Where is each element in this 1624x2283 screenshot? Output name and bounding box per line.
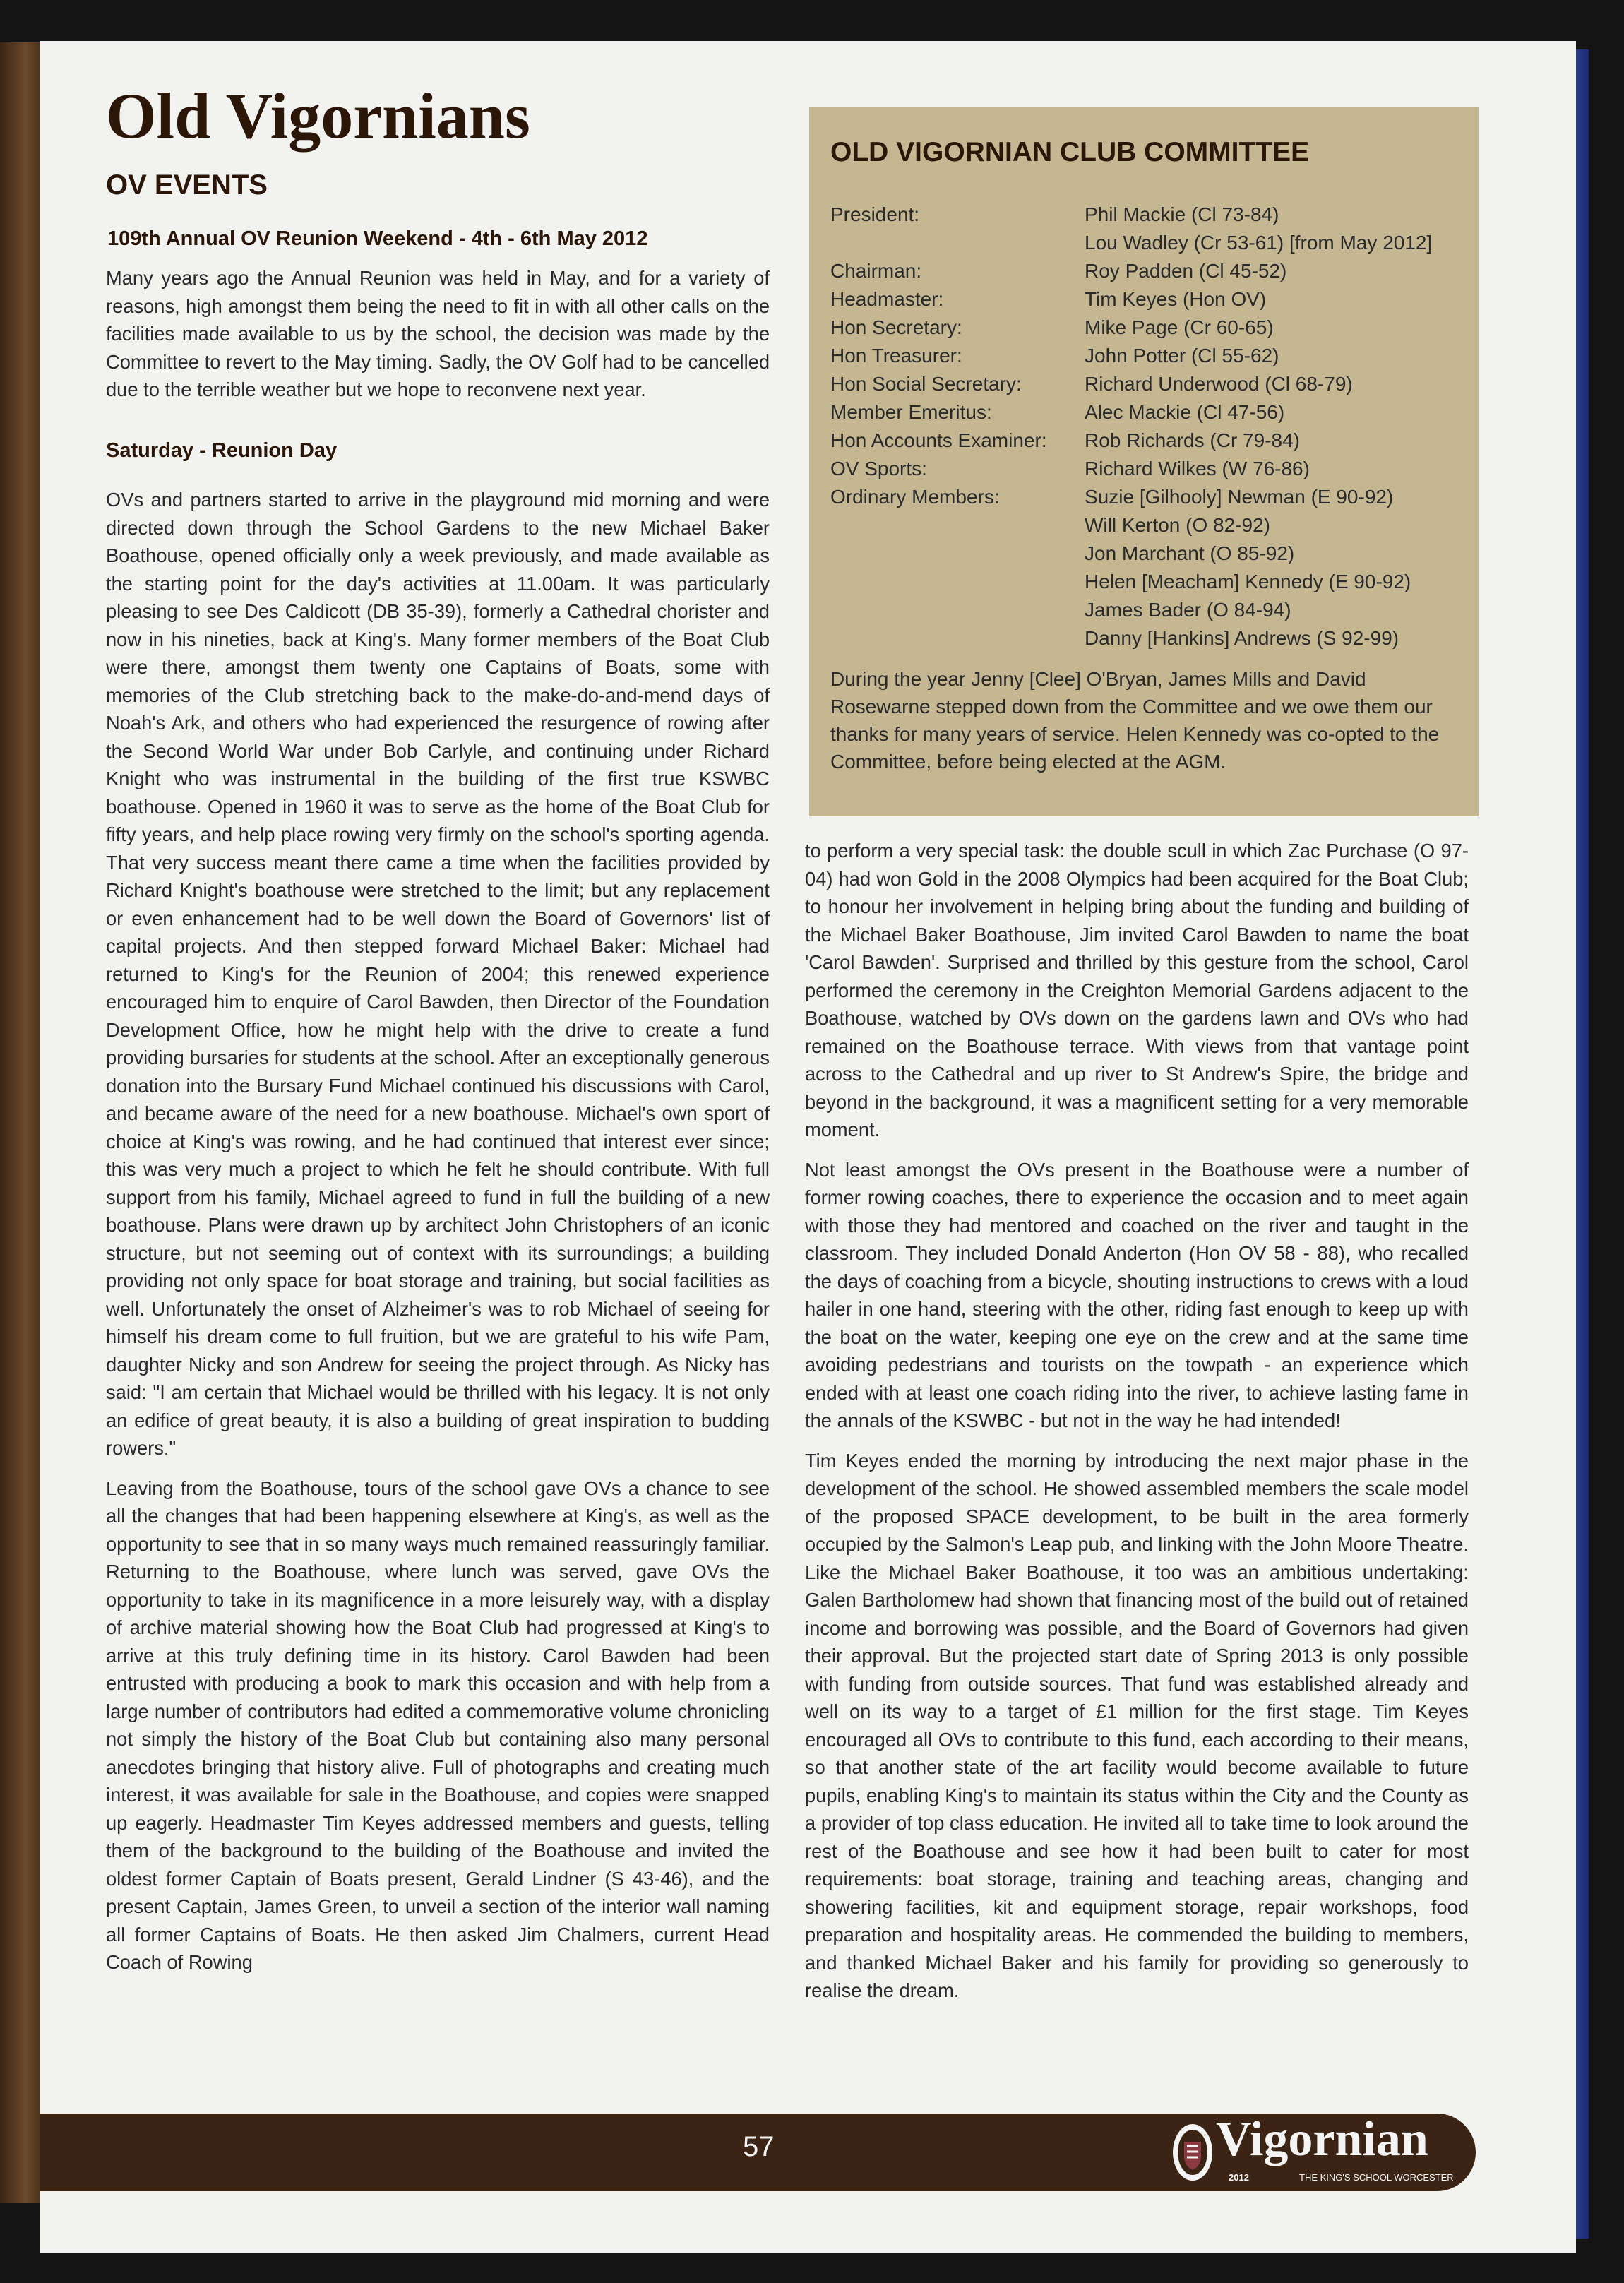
committee-member: Suzie [Gilhooly] Newman (E 90-92) [1085, 486, 1394, 508]
committee-note: During the year Jenny [Clee] O'Bryan, James Mills and David Rosewarne stepped down from the Committee and we owe them our thanks for many years of service. Helen Kennedy was co-opted to the Committee, before being elected at the AGM. [830, 668, 1440, 773]
body-paragraph: Leaving from the Boathouse, tours of the school gave OVs a chance to see all the changes that had been happening elsewhere at King's, as well as the opportunity to see that in so many ways much remained reassuringly familiar. Returning to the Boathouse, where lunch was served, gave OVs the opportunity to take in its magnificence in a more leisurely way, with a display of archive material showing how the Boat Club had progressed at King's to arrive at this truly defining time in its history. Carol Bawden had been entrusted with producing a book to mark this occasion and with help from a large number of contributors had edited a commemorative volume chronicling not simply the history of the Boat Club but containing also many personal anecdotes bringing that history alive. Full of photographs and creating much interest, it was available for sale in the Boathouse, and copies were snapped up eagerly. Headmaster Tim Keyes addressed members and guests, telling them of the background to the building of the Boathouse and invited the oldest former Captain of Boats present, Gerald Lindner (S 43-46), and the present Captain, James Green, to unveil a section of the interior wall naming all former Captains of Boats. He then asked Jim Chalmers, current Head Coach of Rowing [106, 1477, 770, 1973]
body-paragraph: Tim Keyes ended the morning by introducing the next major phase in the development of the school. He showed assembled members the scale model of the proposed SPACE development, to be built in the area formerly occupied by the Salmon's Leap pub, and linking with the John Moore Theatre. Like the Michael Baker Boathouse, it too was an ambitious undertaking: Galen Bartholomew had shown that financing most of the build out of retained income and borrowing was possible, and the Board of Governors had given their approval. But the projected start date of Spring 2013 is only possible with funding from outside sources. That fund was established already and well on its way to a target of £1 million for the first stage. Tim Keyes encouraged all OVs to contribute to this fund, each according to their means, so that another state of the art facility would become available to future pupils, enabling King's to maintain its status within the City and the County as a provider of top class education. He invited all to take time to look around the rest of the Boathouse and see how it had been built to cater for most requirements: boat storage, training and teaching areas, changing and showering facilities, kit and equipment storage, repair workshops, food preparation and hospitality areas. He commended the building to members, and thanked Michael Baker and his family for providing so generously to realise the dream. [805, 1449, 1469, 2001]
committee-member: Helen [Meacham] Kennedy (E 90-92) [1085, 571, 1411, 592]
committee-role: Ordinary Members: [830, 486, 1000, 508]
logo-school-name: THE KING'S SCHOOL WORCESTER [1299, 2172, 1454, 2183]
body-paragraph: Not least amongst the OVs present in the Boathouse were a number of former rowing coaches, there to experience the occasion and to meet again with those they had mentored and coached on the river and taught in the classroom. They included Donald Anderton (Hon OV 58 - 88), who recalled the days of coaching from a bicycle, shouting instructions to crews with a loud hailer in one hand, steering with the other, riding fast enough to keep up with the boat on the water, keeping one eye on the crew and at the same time avoiding pedestrians and tourists on the towpath - an experience which ended with at least one coach riding into the river, to achieve lasting fame in the annals of the KSWBC - but not in the way he had intended! [805, 1158, 1469, 1431]
committee-member: Tim Keyes (Hon OV) [1085, 288, 1267, 310]
committee-heading: OLD VIGORNIAN CLUB COMMITTEE [830, 137, 1310, 167]
article-subheading: 109th Annual OV Reunion Weekend - 4th - 6th May 2012 [107, 227, 648, 250]
committee-member: Lou Wadley (Cr 53-61) [from May 2012] [1085, 232, 1433, 254]
committee-member: John Potter (Cl 55-62) [1085, 345, 1279, 366]
committee-member: Richard Wilkes (W 76-86) [1085, 458, 1310, 479]
committee-role: Chairman: [830, 260, 922, 282]
book-spine [0, 42, 42, 2203]
section-heading: OV EVENTS [106, 169, 268, 201]
vigornian-logo-wordmark: Vigornian [1216, 2112, 1428, 2166]
committee-member: Alec Mackie (Cl 47-56) [1085, 401, 1285, 423]
committee-role: Hon Secretary: [830, 316, 962, 338]
committee-role [830, 229, 1077, 257]
committee-names [1085, 201, 1466, 652]
committee-role: OV Sports: [830, 458, 927, 479]
reunion-day-subheading: Saturday - Reunion Day [106, 439, 338, 462]
committee-role: President: [830, 203, 920, 225]
committee-member: James Bader (O 84-94) [1085, 599, 1291, 621]
logo-year: 2012 [1229, 2172, 1249, 2183]
right-column [805, 837, 1469, 2017]
committee-role: Hon Treasurer: [830, 345, 962, 366]
committee-role: Member Emeritus: [830, 401, 992, 423]
school-crest-icon [1171, 2122, 1214, 2183]
page-number: 57 [743, 2131, 775, 2162]
committee-member: Will Kerton (O 82-92) [1085, 514, 1270, 536]
left-column [106, 486, 770, 1989]
committee-member: Roy Padden (Cl 45-52) [1085, 260, 1287, 282]
committee-member: Rob Richards (Cr 79-84) [1085, 429, 1300, 451]
committee-member: Danny [Hankins] Andrews (S 92-99) [1085, 627, 1399, 649]
committee-box [809, 107, 1479, 816]
committee-member: Mike Page (Cr 60-65) [1085, 316, 1274, 338]
committee-role: Headmaster: [830, 288, 944, 310]
committee-role: Hon Accounts Examiner: [830, 429, 1047, 451]
page-title: Old Vigornians [106, 80, 530, 152]
committee-member: Phil Mackie (Cl 73-84) [1085, 203, 1279, 225]
committee-role: Hon Social Secretary: [830, 373, 1022, 395]
intro-paragraph: Many years ago the Annual Reunion was held in May, and for a variety of reasons, high amongst them being the need to fit in with all other calls on the facilities made available to us by the school, the decision was made by the Committee to revert to the May timing. Sadly, the OV Golf had to be cancelled due to the terrible weather but we hope to reconvene next year. [106, 267, 770, 400]
committee-roles [830, 201, 1077, 511]
committee-member: Richard Underwood (Cl 68-79) [1085, 373, 1353, 395]
body-paragraph: OVs and partners started to arrive in the playground mid morning and were directed down through the School Gardens to the new Michael Baker Boathouse, opened officially only a week previously, and made available as the starting point for the day's activities at 11.00am. It was particularly pleasing to see Des Caldicott (DB 35-39), formerly a Cathedral chorister and now in his nineties, back at King's. Many former members of the Boat Club were there, amongst them twenty one Captains of Boats, some with memories of the Club stretching back to the make-do-and-mend days of Noah's Ark, and others who had experienced the resurgence of rowing after the Second World War under Bob Carlyle, and continuing under Richard Knight who was instrumental in the building of the first true KSWBC boathouse. Opened in 1960 it was to serve as the home of the Boat Club for fifty years, and help place rowing very firmly on the school's sporting agenda. That very success meant there came a time when the facilities provided by Richard Knight's boathouse were stretched to the limit; but any replacement or even enhancement had to be well down the Board of Governors' list of capital projects. And then stepped forward Michael Baker: Michael had returned to King's for the Reunion of 2004; this renewed experience encouraged him to enquire of Carol Bawden, then Director of the Foundation Development Office, how he might help with the drive to create a fund providing bursaries for students at the school. After an exceptionally generous donation into the Bursary Fund Michael continued his discussions with Carol, and became aware of the need for a new boathouse. Michael's own sport of choice at King's was rowing, and he had continued that interest ever since; this was very much a project to which he felt he should contribute. With full support from his family, Michael agreed to fund in full the building of a new boathouse. Plans were drawn up by architect John Christophers of an iconic structure, but not seeming out of context with its surroundings; a building providing not only space for boat storage and training, but social facilities as well. Unfortunately the onset of Alzheimer's was to rob Michael of seeing for himself his dream come to full fruition, but we are grateful to his wife Pam, daughter Nicky and son Andrew for seeing the project through. As Nicky has said: "I am certain that Michael would be thrilled with his legacy. It is not only an edifice of great beauty, it is also a building of great inspiration to budding rowers." [106, 489, 770, 1459]
body-paragraph: to perform a very special task: the double scull in which Zac Purchase (O 97-04) had won Gold in the 2008 Olympics had been acquired for the Boat Club; to honour her involvement in helping bring about the funding and building of the Michael Baker Boathouse, Jim invited Carol Bawden to name the boat 'Carol Bawden'. Surprised and thrilled by this gesture from the school, Carol performed the ceremony in the Creighton Memorial Gardens adjacent to the Boathouse, watched by OVs down on the gardens lawn and OVs who had remained on the Boathouse terrace. With views from that vantage point across to the Cathedral and up river to St Andrew's Spire, the bridge and beyond in the background, it was a magnificent setting for a very memorable moment. [805, 840, 1469, 1140]
committee-member: Jon Marchant (O 85-92) [1085, 542, 1295, 564]
